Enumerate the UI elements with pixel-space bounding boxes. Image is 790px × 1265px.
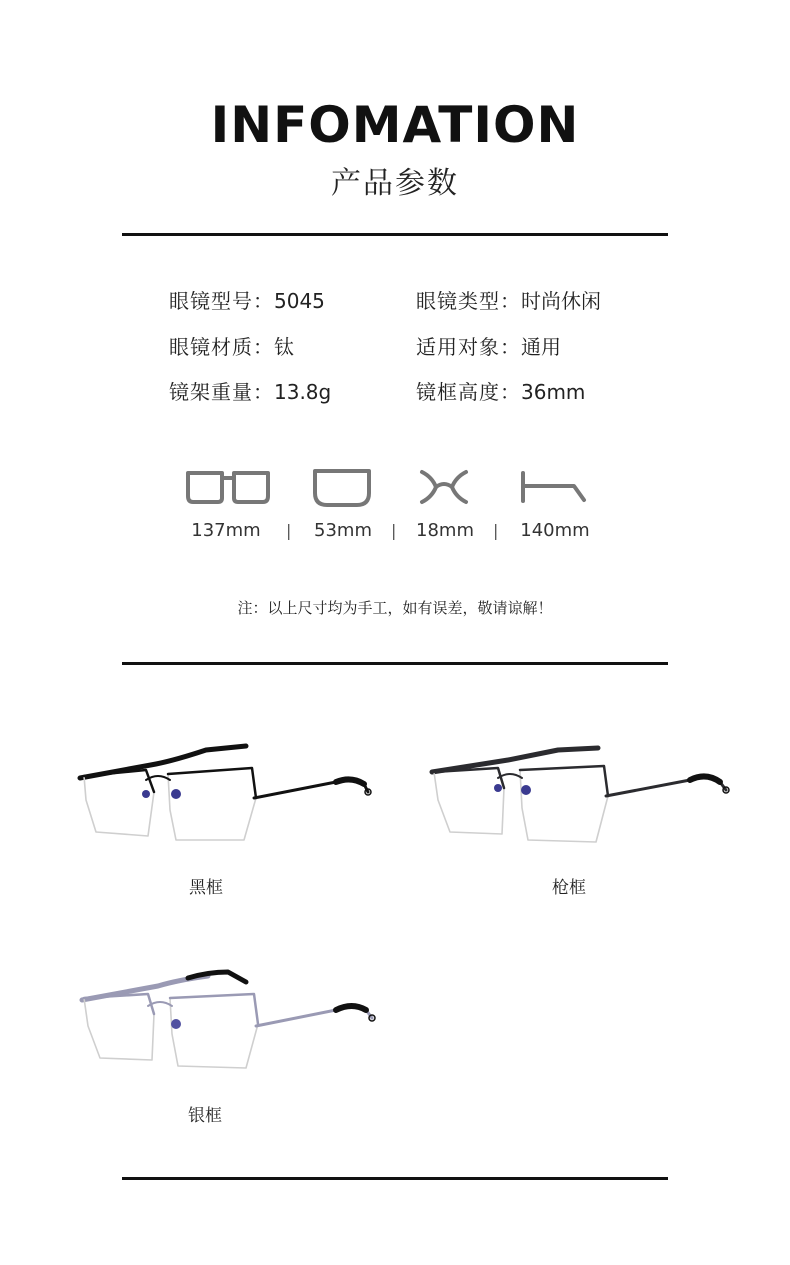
divider-bottom	[122, 1177, 668, 1180]
dimension-separator: |	[493, 521, 499, 540]
bridge-width-icon	[418, 469, 470, 505]
spec-label: 眼镜材质：	[169, 335, 274, 359]
spec-value: 36mm	[521, 380, 586, 404]
spec-value: 5045	[274, 289, 325, 313]
temple-length-icon	[518, 470, 590, 504]
spec-audience	[416, 331, 561, 360]
glasses-black-image	[76, 740, 376, 850]
glasses-silver-image	[78, 968, 378, 1078]
spec-label: 眼镜类型：	[416, 289, 521, 313]
spec-value: 时尚休闲	[521, 289, 601, 313]
spec-value: 通用	[521, 335, 561, 359]
spec-label: 眼镜型号：	[169, 289, 274, 313]
divider-middle	[122, 662, 668, 665]
dimension-bridge-width: 18mm	[416, 520, 474, 541]
measurement-note: 注：以上尺寸均为手工，如有误差，敬请谅解！	[237, 599, 553, 617]
spec-frame-height	[416, 376, 585, 405]
dimension-separator: |	[391, 521, 397, 540]
spec-label: 镜框高度：	[416, 380, 521, 404]
page-title: INFOMATION	[210, 96, 580, 154]
spec-weight	[169, 376, 331, 405]
page-subtitle: 产品参数	[331, 166, 459, 201]
product-caption-gunmetal: 枪框	[552, 878, 586, 898]
spec-model	[169, 285, 325, 314]
dimension-temple-length: 140mm	[520, 520, 590, 541]
dimension-lens-width: 53mm	[314, 520, 372, 541]
product-caption-silver: 银框	[188, 1106, 222, 1126]
frame-width-icon	[184, 468, 272, 506]
dimension-frame-width: 137mm	[191, 520, 261, 541]
spec-type	[416, 285, 601, 314]
lens-width-icon	[311, 467, 373, 509]
product-caption-black: 黑框	[189, 878, 223, 898]
spec-value: 钛	[274, 335, 294, 359]
spec-material	[169, 331, 294, 360]
spec-value: 13.8g	[274, 380, 332, 404]
spec-label: 镜架重量：	[169, 380, 274, 404]
glasses-gunmetal-image	[428, 742, 732, 850]
dimension-separator: |	[286, 521, 292, 540]
spec-label: 适用对象：	[416, 335, 521, 359]
divider-top	[122, 233, 668, 236]
